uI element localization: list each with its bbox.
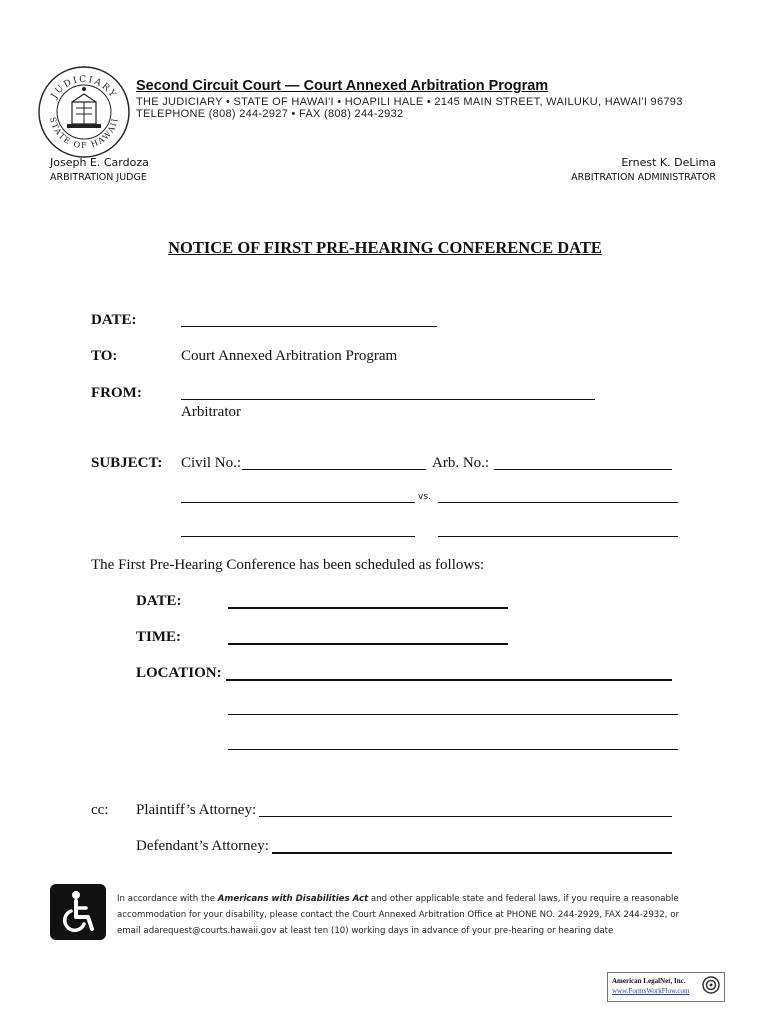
svg-text:STATE OF HAWAII: STATE OF HAWAII: [48, 116, 120, 151]
judge-name: Joseph E. Cardoza: [50, 156, 149, 169]
schedule-date-label: DATE:: [136, 593, 182, 609]
ada-act-name: Americans with Disabilities Act: [217, 894, 369, 904]
admin-name: Ernest K. DeLima: [621, 156, 716, 169]
defendant-attorney-label: Defendant’s Attorney:: [136, 838, 269, 854]
cc-label: cc:: [91, 802, 109, 818]
judiciary-seal: [36, 64, 132, 160]
publisher-logo-icon: [702, 976, 720, 994]
subject-label: SUBJECT:: [91, 455, 163, 471]
svg-text:JUDICIARY: JUDICIARY: [49, 74, 119, 101]
schedule-time-field[interactable]: [228, 643, 508, 645]
civil-no-field[interactable]: [242, 469, 426, 470]
ada-notice-line-2: accommodation for your disability, please contact the Court Annexed Arbitration Office at PHONE NO. 244-2929, FAX 244-2932, or: [117, 910, 679, 920]
defendant-party-field[interactable]: [438, 502, 678, 503]
ada-notice-line-1: In accordance with the Americans with Disabilities Act and other applicable state and federal laws, if you require a reasonable: [117, 894, 679, 904]
plaintiff-party-field-2[interactable]: [181, 536, 415, 537]
arb-no-field[interactable]: [494, 469, 672, 470]
schedule-location-field[interactable]: [226, 679, 672, 681]
notice-title: NOTICE OF FIRST PRE-HEARING CONFERENCE DATE: [168, 238, 602, 257]
civil-no-label: Civil No.:: [181, 455, 242, 471]
to-value: Court Annexed Arbitration Program: [181, 348, 398, 364]
judge-title: ARBITRATION JUDGE: [50, 172, 147, 183]
arb-no-label: Arb. No.:: [432, 455, 490, 471]
plaintiff-attorney-field[interactable]: [259, 816, 672, 817]
plaintiff-party-field[interactable]: [181, 502, 415, 503]
from-field[interactable]: [181, 399, 595, 400]
schedule-date-field[interactable]: [228, 607, 508, 609]
court-title: Second Circuit Court — Court Annexed Arbitration Program: [136, 78, 549, 94]
schedule-location-field-2[interactable]: [228, 714, 678, 715]
publisher-name: American LegalNet, Inc.: [612, 977, 686, 985]
vs-label: vs.: [418, 492, 431, 502]
publisher-link[interactable]: www.FormsWorkFlow.com: [612, 987, 690, 995]
ada-notice-line-3: email adarequest@courts.hawaii.gov at least ten (10) working days in advance of your pre-hearing or hearing date: [117, 926, 614, 936]
plaintiff-attorney-label: Plaintiff’s Attorney:: [136, 802, 257, 818]
date-label: DATE:: [91, 312, 137, 328]
defendant-party-field-2[interactable]: [438, 536, 678, 537]
admin-title: ARBITRATION ADMINISTRATOR: [571, 172, 716, 183]
schedule-location-label: LOCATION:: [136, 665, 222, 681]
schedule-intro: The First Pre-Hearing Conference has been scheduled as follows:: [91, 557, 485, 573]
from-sub-label: Arbitrator: [181, 404, 241, 420]
to-label: TO:: [91, 348, 118, 364]
defendant-attorney-field[interactable]: [272, 852, 672, 854]
date-field[interactable]: [181, 326, 437, 327]
court-phone: TELEPHONE (808) 244-2927 • FAX (808) 244-2932: [136, 108, 404, 120]
from-label: FROM:: [91, 385, 142, 401]
schedule-time-label: TIME:: [136, 629, 181, 645]
wheelchair-icon: [50, 884, 106, 940]
schedule-location-field-3[interactable]: [228, 749, 678, 750]
court-address: THE JUDICIARY • STATE OF HAWAI'I • HOAPILI HALE • 2145 MAIN STREET, WAILUKU, HAWAI'I 96793: [136, 96, 683, 108]
